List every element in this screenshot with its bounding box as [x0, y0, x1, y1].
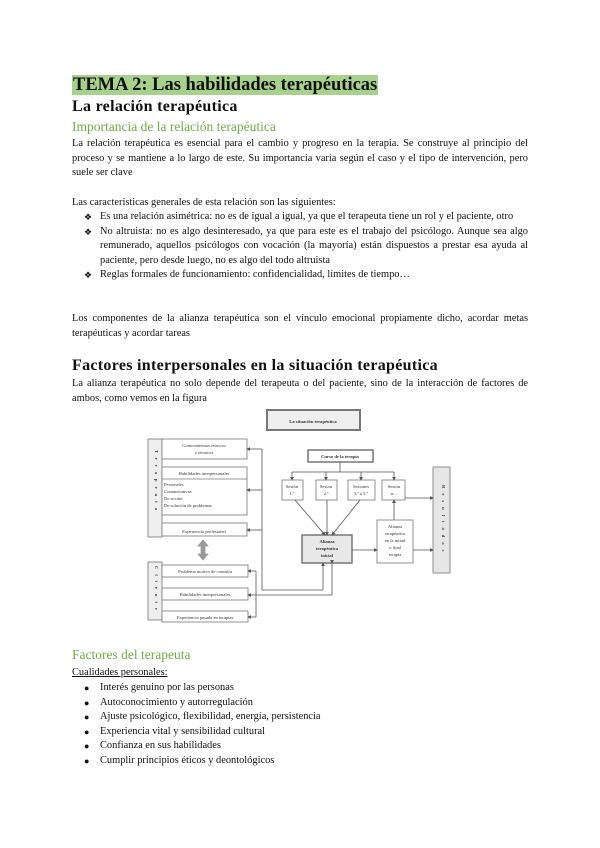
list-item-text: Cumplir principios éticos y deontológicos — [100, 754, 275, 766]
bullet-dot-icon: ● — [84, 755, 90, 766]
figure-label: Alianza — [319, 539, 335, 544]
figure-situacion-terapeutica — [140, 400, 480, 630]
figure-label: Comunicativas — [164, 489, 192, 494]
figure-label: Sesión — [285, 484, 299, 489]
list-item — [72, 725, 528, 740]
figure-label: n... — [391, 491, 397, 496]
list-item — [72, 268, 528, 283]
list-item — [72, 710, 528, 725]
list-item — [72, 225, 528, 269]
diamond-bullet-icon: ❖ — [84, 226, 93, 237]
paragraph-componentes: Los componentes de la alianza terapéutica son el vínculo emocional propiamente dicho, acordar metas terapéuticas y acordar tareas — [72, 313, 528, 339]
figure-label: en la mitad — [384, 538, 406, 543]
figure-label: De solución de problemas — [164, 503, 212, 508]
list-item-text: No altruista: no es algo desinteresado, ya que para este es el trabajo del psicólogo. Aunque sea algo remunerado, aquellos psicólogos con vocación (la mayoría) están dispuestos a prestar esa ayuda al paciente, pero desde luego, no es algo del todo altruista — [100, 225, 528, 266]
figure-label: terapia — [388, 552, 402, 557]
figure-label: Personales — [164, 482, 184, 487]
figure-label: 1.ª — [289, 491, 295, 496]
figure-label: Problema motivo de consulta — [178, 569, 232, 574]
list-item — [72, 696, 528, 711]
figure-label: Experiencia profesional — [182, 529, 226, 534]
list-item-text: Confianza en sus habilidades — [100, 740, 221, 752]
list-item — [72, 739, 528, 754]
figure-label: 2.ª — [323, 491, 329, 496]
figure-label-terapeuta: Terapeuta — [154, 450, 159, 515]
bullet-dot-icon: ● — [84, 683, 90, 693]
figure-label: Alianza — [387, 524, 403, 529]
figure-label: Habilidades interpersonales — [179, 592, 231, 597]
figure-label: terapéutica — [384, 531, 406, 536]
figure-label: Experiencia pasada en terapias — [176, 615, 234, 620]
figure-label: 3.ª a 5.ª — [354, 491, 368, 496]
paragraph-interaccion: La alianza terapéutica no solo depende del terapeuta o del paciente, sino de la interacción de factores de ambos, como vemos en la figura — [72, 378, 528, 404]
figure-label-resultados: Resultados — [441, 485, 446, 557]
heading-factores-interpersonales: Factores interpersonales en la situación terapéutica — [72, 357, 438, 374]
list-item — [72, 754, 528, 769]
figure-label: o final — [389, 545, 401, 550]
heading-relacion: La relación terapéutica — [72, 98, 238, 115]
figure-label: Conocimientos teóricos — [182, 443, 226, 448]
caracteristicas-list — [72, 210, 528, 283]
list-item — [72, 210, 528, 225]
figure-label: Sesiones — [352, 484, 370, 489]
list-item-text: Ajuste psicológico, flexibilidad, energía, persistencia — [100, 711, 321, 723]
list-item-text: Es una relación asimétrica: no es de igual a igual, ya que el terapeuta tiene un rol y el paciente, otro — [100, 211, 514, 222]
list-item-text: Interés genuino por las personas — [100, 682, 234, 693]
bullet-dot-icon: ● — [84, 697, 90, 708]
figure-label: inicial — [321, 553, 333, 558]
list-item-text: Experiencia vital y sensibilidad cultural — [100, 725, 266, 737]
diamond-bullet-icon: ❖ — [84, 270, 93, 281]
bullet-dot-icon: ● — [84, 712, 90, 723]
paragraph-intro: La relación terapéutica es esencial para el cambio y progreso en la terapia. Se construye al principio del proceso y se mantiene a lo largo de este. Su importancia varía según el caso y el tipo de intervención, pero suele ser clave — [72, 138, 528, 179]
list-item-text: Autoconocimiento y autorregulación — [100, 696, 253, 708]
figure-label: Sesión — [319, 484, 333, 489]
bullet-dot-icon: ● — [84, 741, 90, 752]
heading-importancia: Importancia de la relación terapéutica — [72, 119, 276, 134]
figure-label: Habilidades interpersonales — [178, 471, 230, 476]
figure-label: Curso de la terapia — [321, 454, 359, 459]
bullet-dot-icon: ● — [84, 726, 90, 737]
list-item-text: Reglas formales de funcionamiento: confidencialidad, límites de tiempo… — [100, 269, 410, 281]
list-item — [72, 681, 528, 696]
figure-label: De acción — [164, 496, 183, 501]
figure-title: La situación terapéutica — [289, 419, 337, 424]
figure-label-cliente: Cliente — [154, 566, 159, 616]
figure-label: Sesión — [387, 484, 401, 489]
figure-label: y técnicos — [194, 450, 214, 455]
title-text: TEMA 2: Las habilidades terapéuticas — [73, 75, 378, 95]
figure-label: terapéutica — [315, 546, 339, 551]
cualidades-list — [72, 681, 528, 769]
heading-factores-terapeuta: Factores del terapeuta — [72, 647, 191, 662]
document-title — [72, 74, 528, 96]
paragraph-caracteristicas: Las características generales de esta relación son las siguientes: — [72, 197, 336, 208]
diamond-bullet-icon: ❖ — [84, 212, 93, 222]
cualidades-label: Cualidades personales: — [72, 667, 168, 678]
